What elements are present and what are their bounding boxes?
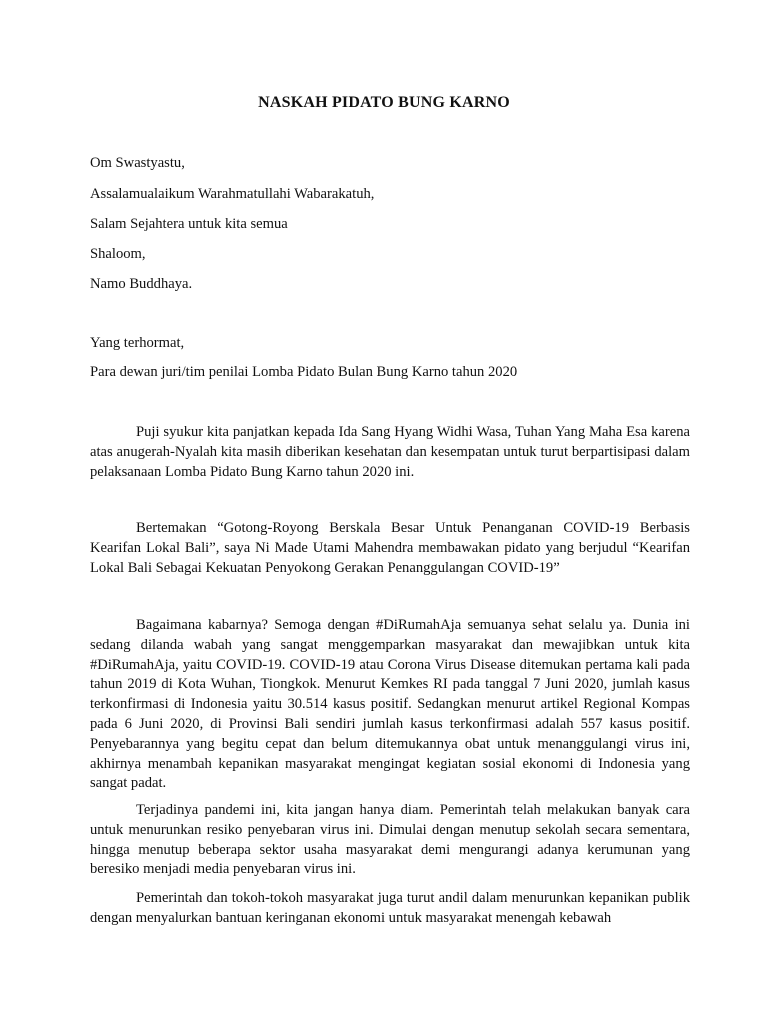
body-paragraph [90,423,690,482]
greeting-line: Shaloom, [90,246,146,262]
greeting-line: Namo Buddhaya. [90,276,193,292]
paragraph-text: Bagaimana kabarnya? Semoga dengan #DiRumahAja semuanya sehat selalu ya. Dunia ini sedang dilanda wabah yang sangat menggemparkan masyarakat dan mewajibkan untuk kita #DiRumahAja, yaitu COVID-19. COVID-19 atau Corona Virus Disease ditemukan pertama kali pada tahun 2019 di Kota Wuhan, Tiongkok. Menurut Kemkes RI pada tanggal 7 Juni 2020, jumlah kasus terkonfirmasi di Indonesia yaitu 30.514 kasus positif. Sedangkan menurut artikel Regional Kompas pada 6 Juni 2020, di Provinsi Bali sendiri jumlah kasus terkonfirmasi adalah 557 kasus positif. Penyebarannya yang begitu cepat dan belum ditemukannya obat untuk menanggulangi virus ini, akhirnya menambah kepanikan masyarakat mengingat kegiatan sosial ekonomi di Indonesia yang sangat padat. [90,617,690,792]
greeting-line: Om Swastyastu, [90,155,185,171]
body-paragraph [90,519,690,578]
body-paragraph [90,616,690,794]
body-paragraph [90,801,690,880]
greeting-line: Salam Sejahtera untuk kita semua [90,216,288,232]
paragraph-text: Puji syukur kita panjatkan kepada Ida Sang Hyang Widhi Wasa, Tuhan Yang Maha Esa karena atas anugerah-Nyalah kita masih diberikan kesehatan dan kesempatan untuk turut berpartisipasi dalam pelaksanaan Lomba Pidato Bung Karno tahun 2020 ini. [90,424,690,480]
body-paragraph [90,889,690,929]
paragraph-text: Bertemakan “Gotong-Royong Berskala Besar Untuk Penanganan COVID-19 Berbasis Kearifan Lokal Bali”, saya Ni Made Utami Mahendra membawakan pidato yang berjudul “Kearifan Lokal Bali Sebagai Kekuatan Penyokong Gerakan Penanggulangan COVID-19” [90,520,690,576]
document-title: NASKAH PIDATO BUNG KARNO [258,94,510,111]
greeting-line: Assalamualaikum Warahmatullahi Wabarakatuh, [90,186,375,202]
paragraph-text: Terjadinya pandemi ini, kita jangan hanya diam. Pemerintah telah melakukan banyak cara untuk menurunkan resiko penyebaran virus ini. Dimulai dengan menutup sekolah secara sementara, hingga menutup beberapa sektor usaha masyarakat demi mengurangi adanya kerumunan yang beresiko menjadi media penyebaran virus ini. [90,802,690,878]
paragraph-text: Pemerintah dan tokoh-tokoh masyarakat juga turut andil dalam menurunkan kepanikan publik dengan menyalurkan bantuan keringanan ekonomi untuk masyarakat menengah kebawah [90,890,690,926]
salutation-line: Yang terhormat, [90,335,185,351]
salutation-line: Para dewan juri/tim penilai Lomba Pidato Bulan Bung Karno tahun 2020 [90,364,518,380]
